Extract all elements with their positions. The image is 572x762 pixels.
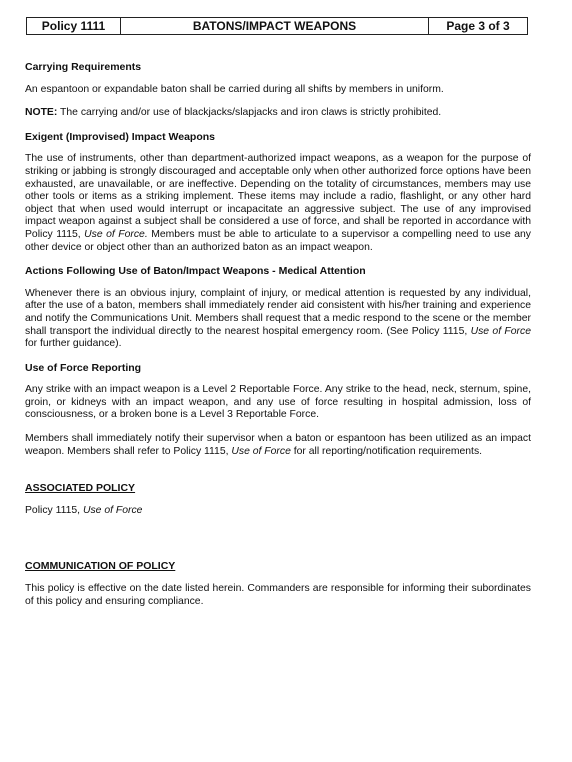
reporting-paragraph-1: Any strike with an impact weapon is a Level 2 Reportable Force. Any strike to the head, neck, sternum, spine, groin, or kidneys with an impact weapon, and any use of force resulting in hospital admission, loss of consciousness, or a broken bone is a Level 3 Reportable Force.	[25, 384, 531, 421]
exigent-paragraph	[25, 153, 531, 254]
associated-policy-heading: ASSOCIATED POLICY	[25, 482, 136, 495]
carrying-heading: Carrying Requirements	[25, 61, 142, 73]
reporting-text: Members shall immediately notify their supervisor when a baton or espantoon has been utilized as an impact weapon. Members shall refer to Policy 1115,	[25, 433, 531, 457]
carrying-note	[25, 107, 531, 120]
policy-header	[26, 17, 528, 35]
exigent-text: The use of instruments, other than department-authorized impact weapons, as a weapon for the purpose of striking or jabbing is strongly discouraged and acceptable only when other authorized force options have been exhausted, are unavailable, or are ineffective. Depending on the totality of circumstances, members may use other tools or items as a striking implement. These items may include a radio, flashlight, or any other hard object that when used would interrupt or incapacitate an aggressive subject. The use of any improvised impact weapon against a subject shall be considered a use of force, and shall be reported in accordance with Policy 1115,	[25, 153, 531, 240]
communication-paragraph: This policy is effective on the date listed herein. Commanders are responsible for informing their subordinates of this policy and ensuring compliance.	[25, 583, 531, 607]
actions-italic-ref: Use of Force	[470, 325, 531, 337]
reporting-paragraph-2	[25, 433, 531, 458]
associated-policy-text	[25, 505, 531, 518]
associated-italic-ref: Use of Force	[82, 504, 143, 516]
carrying-paragraph: An espantoon or expandable baton shall be carried during all shifts by members in uniform.	[25, 83, 444, 95]
communication-heading: COMMUNICATION OF POLICY	[25, 560, 176, 573]
note-text: The carrying and/or use of blackjacks/slapjacks and iron claws is strictly prohibited.	[57, 107, 442, 119]
exigent-italic-ref: Use of Force.	[84, 228, 148, 240]
policy-number: Policy 1111	[27, 18, 121, 34]
note-label: NOTE:	[25, 107, 58, 119]
policy-body	[25, 61, 531, 619]
policy-title: BATONS/IMPACT WEAPONS	[121, 18, 429, 34]
actions-paragraph	[25, 288, 531, 351]
exigent-text-end: Members must be able to articulate to a supervisor a compelling need to use any other device or object other than an authorized baton as an impact weapon.	[25, 228, 532, 253]
page-indicator: Page 3 of 3	[446, 19, 510, 33]
actions-text-end: for further guidance).	[25, 338, 122, 350]
associated-text: Policy 1115,	[25, 504, 83, 516]
reporting-italic-ref: Use of Force	[231, 445, 291, 457]
exigent-heading: Exigent (Improvised) Impact Weapons	[25, 130, 216, 143]
reporting-heading: Use of Force Reporting	[25, 361, 142, 374]
actions-text: Whenever there is an obvious injury, complaint of injury, or medical attention is requested by any individual, after the use of a baton, members shall immediately render aid consistent with his/her training and experience and notify the Communications Unit. Members shall request that a medic respond to the scene or the member shall transport the individual directly to the nearest hospital emergency room. (See Policy 1115,	[25, 287, 531, 337]
actions-heading: Actions Following Use of Baton/Impact Weapons - Medical Attention	[25, 265, 366, 278]
reporting-text-end: for all reporting/notification requirements.	[290, 445, 483, 457]
